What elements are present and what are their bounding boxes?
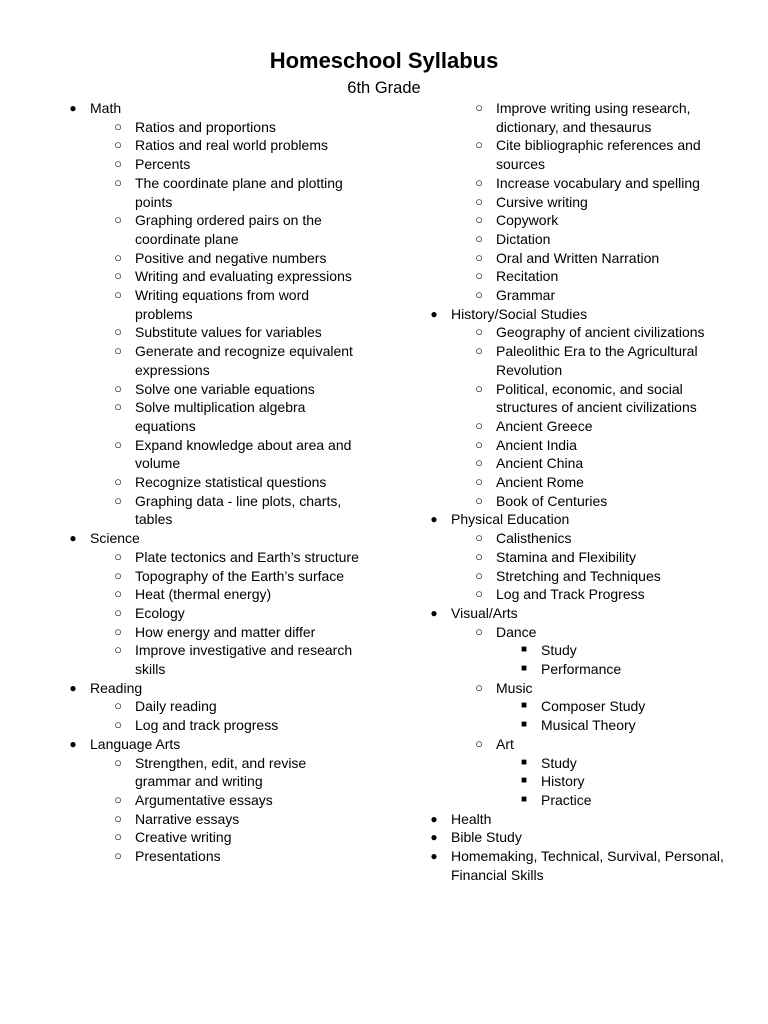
list-item: Art: [496, 735, 514, 752]
list-item: Log and track progress: [135, 717, 279, 734]
list-item: Argumentative essays: [135, 791, 273, 808]
bullet-hollow: ○: [114, 810, 122, 826]
bullet-hollow: ○: [475, 735, 483, 751]
list-item: points: [135, 193, 173, 210]
list-item: Improve writing using research,: [496, 100, 691, 116]
bullet-filled: ●: [430, 830, 438, 845]
list-item: Stamina and Flexibility: [496, 548, 637, 565]
list-heading: Science: [90, 530, 140, 547]
list-item: Log and Track Progress: [496, 586, 645, 603]
list-item: Heat (thermal energy): [135, 586, 272, 603]
bullet-hollow: ○: [475, 530, 483, 546]
bullet-hollow: ○: [114, 174, 122, 190]
bullet-filled: ●: [69, 531, 77, 546]
list-heading: Homemaking, Technical, Survival, Personal,: [451, 848, 724, 864]
list-item: Generate and recognize equivalent: [135, 343, 353, 360]
list-item: equations: [135, 417, 196, 434]
list-heading: Health: [451, 810, 492, 827]
bullet-hollow: ○: [114, 623, 122, 639]
list-item: Improve investigative and research: [135, 642, 353, 659]
bullet-filled: ●: [69, 736, 77, 751]
list-item: Stretching and Techniques: [496, 567, 661, 584]
bullet-hollow: ○: [114, 829, 122, 845]
bullet-hollow: ○: [114, 380, 122, 396]
list-item: Book of Centuries: [496, 492, 608, 509]
bullet-hollow: ○: [114, 249, 122, 265]
list-item: Study: [541, 754, 577, 771]
bullet-hollow: ○: [114, 343, 122, 359]
list-item: Increase vocabulary and spelling: [496, 174, 700, 191]
list-item: tables: [135, 511, 173, 528]
list-item: structures of ancient civilizations: [496, 399, 697, 416]
list-item: Strengthen, edit, and revise: [135, 754, 307, 771]
page-subtitle: 6th Grade: [347, 79, 421, 97]
bullet-hollow: ○: [475, 586, 483, 602]
list-item: Recognize statistical questions: [135, 474, 327, 490]
list-item: Solve multiplication algebra: [135, 399, 306, 416]
bullet-square: ■: [520, 644, 528, 656]
list-heading: History/Social Studies: [451, 305, 588, 322]
list-item: Dictation: [496, 230, 551, 247]
bullet-filled: ●: [69, 680, 77, 695]
list-item: Political, economic, and social: [496, 380, 683, 397]
list-heading: Financial Skills: [451, 866, 544, 883]
list-item: problems: [135, 305, 193, 322]
bullet-hollow: ○: [114, 791, 122, 807]
list-item: Ecology: [135, 604, 185, 621]
bullet-hollow: ○: [475, 679, 483, 695]
list-item: Daily reading: [135, 698, 217, 715]
list-item: Dance: [496, 623, 537, 640]
list-heading: Math: [90, 100, 122, 116]
bullet-hollow: ○: [114, 492, 122, 508]
bullet-hollow: ○: [114, 642, 122, 658]
bullet-hollow: ○: [475, 343, 483, 359]
bullet-hollow: ○: [114, 567, 122, 583]
bullet-filled: ●: [430, 306, 438, 321]
bullet-hollow: ○: [114, 474, 122, 489]
bullet-filled: ●: [69, 101, 77, 115]
list-item: Ancient India: [496, 436, 577, 453]
list-item: Presentations: [135, 848, 221, 864]
list-item: Positive and negative numbers: [135, 249, 327, 266]
list-item: Expand knowledge about area and: [135, 436, 352, 453]
list-heading: Visual/Arts: [451, 604, 518, 621]
list-item: The coordinate plane and plotting: [135, 174, 343, 191]
list-item: Ratios and real world problems: [135, 137, 328, 154]
bullet-hollow: ○: [475, 324, 483, 340]
list-item: Copywork: [496, 212, 559, 229]
list-item: How energy and matter differ: [135, 623, 316, 640]
list-item: Geography of ancient civilizations: [496, 324, 705, 341]
bullet-hollow: ○: [114, 586, 122, 602]
list-item: Grammar: [496, 287, 556, 303]
bullet-hollow: ○: [475, 548, 483, 564]
list-item: Writing equations from word: [135, 287, 310, 303]
bullet-hollow: ○: [475, 474, 483, 489]
bullet-hollow: ○: [475, 380, 483, 396]
list-item: Creative writing: [135, 829, 232, 846]
bullet-square: ■: [520, 663, 528, 674]
list-item: Cursive writing: [496, 193, 588, 210]
list-item: Graphing ordered pairs on the: [135, 212, 322, 229]
bullet-hollow: ○: [475, 623, 483, 639]
list-item: Practice: [541, 791, 592, 808]
bullet-hollow: ○: [114, 754, 122, 770]
list-item: History: [541, 773, 585, 790]
bullet-hollow: ○: [475, 230, 483, 246]
list-item: Ancient Greece: [496, 417, 593, 434]
bullet-hollow: ○: [114, 604, 122, 620]
list-item: coordinate plane: [135, 230, 239, 247]
list-item: Percents: [135, 156, 191, 173]
list-heading: Physical Education: [451, 511, 570, 528]
bullet-hollow: ○: [114, 399, 122, 415]
bullet-hollow: ○: [475, 567, 483, 583]
bullet-square: ■: [520, 793, 528, 805]
list-item: volume: [135, 455, 181, 472]
list-item: Narrative essays: [135, 810, 240, 827]
list-item: Graphing data - line plots, charts,: [135, 492, 342, 509]
list-item: dictionary, and thesaurus: [496, 118, 652, 135]
list-item: Cite bibliographic references and: [496, 137, 701, 154]
list-item: Writing and evaluating expressions: [135, 268, 352, 285]
bullet-hollow: ○: [114, 324, 122, 340]
bullet-hollow: ○: [114, 287, 122, 302]
list-item: Music: [496, 679, 533, 696]
list-item: expressions: [135, 361, 210, 378]
list-item: Topography of the Earth’s surface: [135, 567, 345, 584]
bullet-hollow: ○: [475, 268, 483, 284]
list-heading: Language Arts: [90, 735, 181, 752]
bullet-hollow: ○: [475, 212, 483, 228]
list-item: Substitute values for variables: [135, 324, 322, 341]
bullet-hollow: ○: [475, 492, 483, 508]
list-item: sources: [496, 156, 546, 173]
bullet-filled: ●: [430, 512, 438, 527]
list-item: skills: [135, 661, 166, 677]
bullet-square: ■: [520, 700, 528, 712]
list-item: Oral and Written Narration: [496, 249, 660, 266]
bullet-square: ■: [520, 775, 528, 787]
bullet-hollow: ○: [475, 287, 483, 302]
page-title: Homeschool Syllabus: [269, 48, 499, 73]
list-item: Revolution: [496, 361, 563, 378]
list-item: grammar and writing: [135, 773, 263, 790]
bullet-hollow: ○: [114, 118, 122, 134]
list-heading: Reading: [90, 679, 143, 696]
list-item: Plate tectonics and Earth’s structure: [135, 548, 359, 565]
bullet-hollow: ○: [114, 268, 122, 284]
list-item: Study: [541, 642, 577, 659]
bullet-hollow: ○: [475, 193, 483, 209]
list-item: Calisthenics: [496, 530, 572, 547]
bullet-hollow: ○: [114, 137, 122, 153]
bullet-hollow: ○: [114, 156, 122, 172]
bullet-filled: ●: [430, 605, 438, 620]
bullet-hollow: ○: [475, 436, 483, 452]
bullet-hollow: ○: [475, 249, 483, 265]
bullet-hollow: ○: [114, 717, 122, 733]
bullet-hollow: ○: [114, 212, 122, 228]
list-item: Musical Theory: [541, 717, 636, 734]
bullet-hollow: ○: [475, 417, 483, 433]
bullet-hollow: ○: [475, 455, 483, 471]
bullet-hollow: ○: [475, 100, 483, 115]
list-item: Ratios and proportions: [135, 118, 276, 135]
bullet-square: ■: [520, 719, 528, 731]
bullet-hollow: ○: [475, 174, 483, 190]
bullet-hollow: ○: [114, 548, 122, 564]
list-item: Recitation: [496, 268, 559, 285]
list-item: Ancient Rome: [496, 474, 584, 490]
bullet-hollow: ○: [475, 137, 483, 153]
bullet-filled: ●: [430, 849, 438, 863]
list-item: Performance: [541, 661, 622, 677]
list-item: Solve one variable equations: [135, 380, 315, 397]
list-item: Composer Study: [541, 698, 646, 715]
bullet-filled: ●: [430, 811, 438, 826]
bullet-hollow: ○: [114, 436, 122, 452]
bullet-hollow: ○: [114, 848, 122, 863]
list-heading: Bible Study: [451, 829, 522, 846]
bullet-hollow: ○: [114, 698, 122, 714]
bullet-square: ■: [520, 756, 528, 768]
list-item: Paleolithic Era to the Agricultural: [496, 343, 698, 360]
list-item: Ancient China: [496, 455, 584, 472]
